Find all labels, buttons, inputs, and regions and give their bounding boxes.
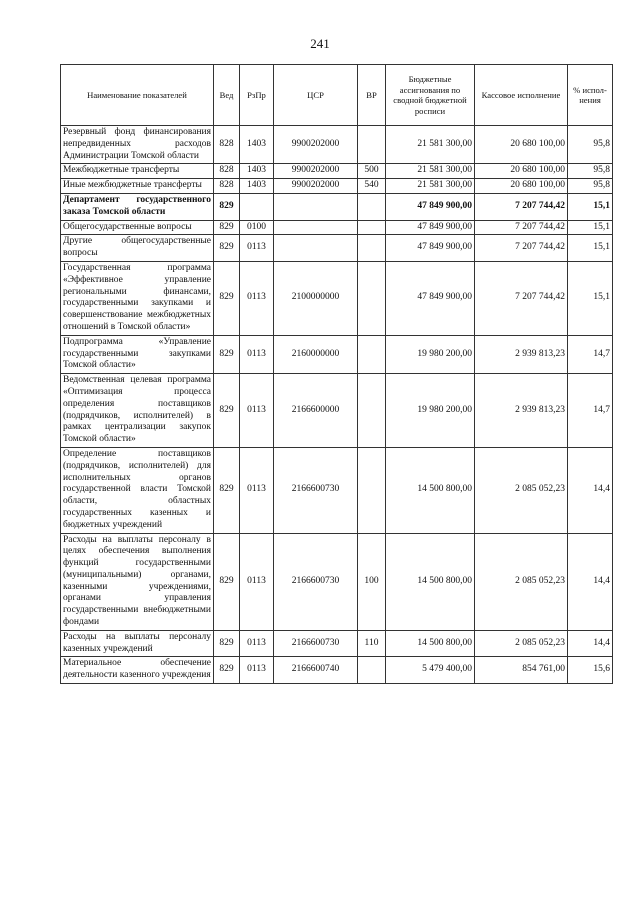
cell-ved: 829	[214, 657, 240, 684]
cell-pct: 14,4	[568, 630, 613, 657]
cell-vr: 540	[358, 179, 386, 194]
cell-rzpr: 0113	[240, 374, 274, 448]
cell-csr	[274, 193, 358, 220]
cell-csr: 2166600730	[274, 447, 358, 533]
cell-cash: 854 761,00	[475, 657, 568, 684]
cell-ved: 829	[214, 630, 240, 657]
cell-cash: 20 680 100,00	[475, 179, 568, 194]
cell-budget: 5 479 400,00	[386, 657, 475, 684]
cell-budget: 47 849 900,00	[386, 193, 475, 220]
cell-ved: 829	[214, 220, 240, 235]
cell-name: Расходы на выплаты персоналу казенных учреждений	[61, 630, 214, 657]
cell-cash: 2 085 052,23	[475, 630, 568, 657]
cell-vr	[358, 193, 386, 220]
cell-name: Расходы на выплаты персоналу в целях обеспечения выполнения функций государственными (муниципальными) органами, казенными учреждениями, органами управления государственными внебюджетными фондами	[61, 533, 214, 630]
cell-name: Департамент государственного заказа Томской области	[61, 193, 214, 220]
cell-cash: 20 680 100,00	[475, 164, 568, 179]
table-header-row	[61, 65, 613, 126]
cell-csr: 9900202000	[274, 164, 358, 179]
cell-pct: 15,1	[568, 193, 613, 220]
cell-name: Материальное обеспечение деятельности казенного учреждения	[61, 657, 214, 684]
cell-ved: 829	[214, 335, 240, 373]
cell-csr	[274, 220, 358, 235]
table-row	[61, 374, 613, 448]
cell-cash: 2 085 052,23	[475, 533, 568, 630]
col-header-pct: % испол-нения	[568, 65, 613, 126]
cell-rzpr: 0113	[240, 657, 274, 684]
cell-vr: 100	[358, 533, 386, 630]
cell-rzpr: 1403	[240, 179, 274, 194]
cell-budget: 21 581 300,00	[386, 164, 475, 179]
col-header-rzpr: РзПр	[240, 65, 274, 126]
cell-ved: 829	[214, 374, 240, 448]
table-row	[61, 533, 613, 630]
cell-name: Межбюджетные трансферты	[61, 164, 214, 179]
table-row	[61, 447, 613, 533]
col-header-name: Наименование показателей	[61, 65, 214, 126]
cell-budget: 47 849 900,00	[386, 220, 475, 235]
cell-pct: 14,4	[568, 533, 613, 630]
cell-vr: 110	[358, 630, 386, 657]
cell-pct: 15,1	[568, 235, 613, 262]
cell-budget: 14 500 800,00	[386, 447, 475, 533]
cell-name: Общегосударственные вопросы	[61, 220, 214, 235]
cell-pct: 95,8	[568, 179, 613, 194]
cell-vr	[358, 261, 386, 335]
table-row	[61, 220, 613, 235]
cell-ved: 828	[214, 126, 240, 164]
cell-csr: 2100000000	[274, 261, 358, 335]
cell-rzpr: 0113	[240, 447, 274, 533]
cell-vr	[358, 126, 386, 164]
cell-rzpr: 1403	[240, 164, 274, 179]
table-row	[61, 235, 613, 262]
cell-cash: 7 207 744,42	[475, 261, 568, 335]
cell-rzpr: 0113	[240, 533, 274, 630]
cell-pct: 95,8	[568, 126, 613, 164]
cell-rzpr: 1403	[240, 126, 274, 164]
cell-ved: 829	[214, 447, 240, 533]
cell-csr: 2166600000	[274, 374, 358, 448]
cell-cash: 2 085 052,23	[475, 447, 568, 533]
cell-csr: 2160000000	[274, 335, 358, 373]
col-header-budget: Бюджетные ассигнования по сводной бюджетной росписи	[386, 65, 475, 126]
cell-name: Ведомственная целевая программа «Оптимизация процесса определения поставщиков (подрядчиков, исполнителей) в рамках централизации закупок Томской области»	[61, 374, 214, 448]
table-row	[61, 126, 613, 164]
cell-budget: 47 849 900,00	[386, 235, 475, 262]
cell-vr	[358, 374, 386, 448]
cell-budget: 14 500 800,00	[386, 533, 475, 630]
cell-pct: 14,4	[568, 447, 613, 533]
cell-name: Другие общегосударственные вопросы	[61, 235, 214, 262]
cell-ved: 829	[214, 193, 240, 220]
cell-budget: 19 980 200,00	[386, 335, 475, 373]
cell-budget: 14 500 800,00	[386, 630, 475, 657]
cell-budget: 21 581 300,00	[386, 126, 475, 164]
table-row	[61, 630, 613, 657]
cell-csr: 9900202000	[274, 179, 358, 194]
cell-rzpr	[240, 193, 274, 220]
table-row	[61, 261, 613, 335]
cell-cash: 7 207 744,42	[475, 193, 568, 220]
cell-pct: 14,7	[568, 335, 613, 373]
table-body	[61, 126, 613, 684]
cell-csr: 2166600730	[274, 630, 358, 657]
cell-ved: 828	[214, 179, 240, 194]
table-row	[61, 335, 613, 373]
cell-budget: 47 849 900,00	[386, 261, 475, 335]
cell-rzpr: 0113	[240, 630, 274, 657]
cell-vr: 500	[358, 164, 386, 179]
cell-name: Подпрограмма «Управление государственными закупками Томской области»	[61, 335, 214, 373]
page-number: 241	[310, 36, 330, 51]
cell-vr	[358, 235, 386, 262]
cell-name: Резервный фонд финансирования непредвиденных расходов Администрации Томской области	[61, 126, 214, 164]
col-header-vr: ВР	[358, 65, 386, 126]
cell-pct: 15,1	[568, 220, 613, 235]
budget-table	[60, 64, 613, 684]
cell-ved: 829	[214, 235, 240, 262]
cell-csr: 9900202000	[274, 126, 358, 164]
table-row	[61, 179, 613, 194]
cell-csr	[274, 235, 358, 262]
cell-csr: 2166600730	[274, 533, 358, 630]
table-row	[61, 193, 613, 220]
cell-vr	[358, 447, 386, 533]
cell-cash: 2 939 813,23	[475, 374, 568, 448]
cell-budget: 21 581 300,00	[386, 179, 475, 194]
col-header-ved: Вед	[214, 65, 240, 126]
cell-csr: 2166600740	[274, 657, 358, 684]
col-header-csr: ЦСР	[274, 65, 358, 126]
cell-rzpr: 0113	[240, 235, 274, 262]
cell-name: Государственная программа «Эффективное управление региональными финансами, государственными закупками и совершенствование межбюджетных отношений в Томской области»	[61, 261, 214, 335]
cell-budget: 19 980 200,00	[386, 374, 475, 448]
cell-pct: 15,1	[568, 261, 613, 335]
cell-rzpr: 0113	[240, 261, 274, 335]
cell-ved: 829	[214, 533, 240, 630]
cell-vr	[358, 657, 386, 684]
cell-vr	[358, 335, 386, 373]
cell-rzpr: 0100	[240, 220, 274, 235]
cell-rzpr: 0113	[240, 335, 274, 373]
cell-name: Иные межбюджетные трансферты	[61, 179, 214, 194]
cell-cash: 7 207 744,42	[475, 220, 568, 235]
cell-pct: 14,7	[568, 374, 613, 448]
cell-pct: 95,8	[568, 164, 613, 179]
cell-cash: 2 939 813,23	[475, 335, 568, 373]
cell-ved: 828	[214, 164, 240, 179]
cell-name: Определение поставщиков (подрядчиков, исполнителей) для исполнительных органов государственной власти Томской области, областных государственных казенных и бюджетных учреждений	[61, 447, 214, 533]
cell-ved: 829	[214, 261, 240, 335]
col-header-cash: Кассовое исполнение	[475, 65, 568, 126]
cell-pct: 15,6	[568, 657, 613, 684]
table-row	[61, 657, 613, 684]
cell-cash: 20 680 100,00	[475, 126, 568, 164]
table-row	[61, 164, 613, 179]
cell-vr	[358, 220, 386, 235]
cell-cash: 7 207 744,42	[475, 235, 568, 262]
